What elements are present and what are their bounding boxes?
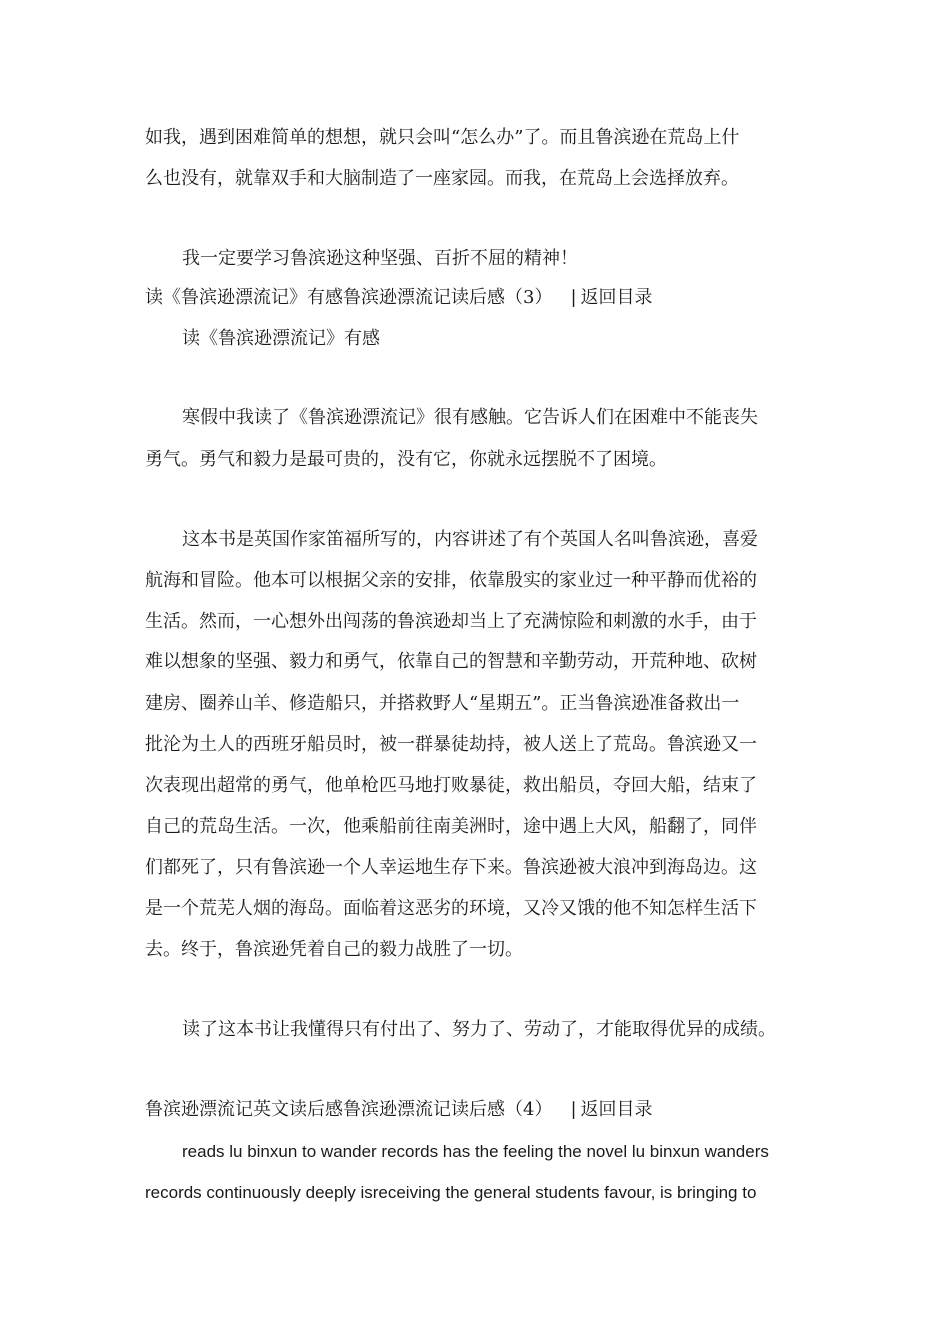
section-3-heading [145, 286, 653, 310]
section-3-title: 读《鲁滨逊漂流记》有感鲁滨逊漂流记读后感（3） [145, 287, 553, 308]
paragraph-line: 建房、圈养山羊、修造船只，并搭救野人“星期五”。正当鲁滨逊准备救出一 [145, 693, 740, 714]
paragraph-line: 批沦为土人的西班牙船员时，被一群暴徒劫持，被人送上了荒岛。鲁滨逊又一 [145, 734, 757, 755]
paragraph-line: 我一定要学习鲁滨逊这种坚强、百折不屈的精神！ [182, 248, 578, 269]
paragraph-line: 去。终于，鲁滨逊凭着自己的毅力战胜了一切。 [145, 939, 523, 960]
english-paragraph-line: reads lu binxun to wander records has the feeling the novel lu binxun wanders [182, 1142, 769, 1161]
section-4-heading [145, 1098, 653, 1122]
back-to-toc-link[interactable]: 返回目录 [580, 1099, 653, 1120]
paragraph-line: 生活。然而，一心想外出闯荡的鲁滨逊却当上了充满惊险和刺激的水手，由于 [145, 611, 757, 632]
paragraph-line: 么也没有，就靠双手和大脑制造了一座家园。而我，在荒岛上会选择放弃。 [145, 168, 739, 189]
english-paragraph-line: records continuously deeply isreceiving the general students favour, is bringing to [145, 1183, 757, 1202]
paragraph-line: 次表现出超常的勇气，他单枪匹马地打败暴徒，救出船员，夺回大船，结束了 [145, 775, 757, 796]
paragraph-line: 如我，遇到困难简单的想想，就只会叫“怎么办”了。而且鲁滨逊在荒岛上什 [145, 127, 740, 148]
paragraph-line: 们都死了，只有鲁滨逊一个人幸运地生存下来。鲁滨逊被大浪冲到海岛边。这 [145, 857, 757, 878]
paragraph-line: 自己的荒岛生活。一次，他乘船前往南美洲时，途中遇上大风，船翻了，同伴 [145, 816, 757, 837]
heading-separator: | [570, 287, 577, 308]
paragraph-line: 这本书是英国作家笛福所写的，内容讲述了有个英国人名叫鲁滨逊，喜爱 [182, 529, 758, 550]
heading-separator: | [570, 1099, 577, 1120]
paragraph-line: 难以想象的坚强、毅力和勇气，依靠自己的智慧和辛勤劳动，开荒种地、砍树 [145, 651, 757, 672]
section-4-title: 鲁滨逊漂流记英文读后感鲁滨逊漂流记读后感（4） [145, 1099, 553, 1120]
paragraph-line: 读了这本书让我懂得只有付出了、努力了、劳动了，才能取得优异的成绩。 [182, 1019, 776, 1040]
paragraph-line: 勇气。勇气和毅力是最可贵的，没有它，你就永远摆脱不了困境。 [145, 449, 667, 470]
paragraph-line: 航海和冒险。他本可以根据父亲的安排，依靠殷实的家业过一种平静而优裕的 [145, 570, 757, 591]
section-3-subtitle: 读《鲁滨逊漂流记》有感 [182, 328, 380, 349]
back-to-toc-link[interactable]: 返回目录 [580, 287, 653, 308]
paragraph-line: 是一个荒芜人烟的海岛。面临着这恶劣的环境，又冷又饿的他不知怎样生活下 [145, 898, 757, 919]
paragraph-line: 寒假中我读了《鲁滨逊漂流记》很有感触。它告诉人们在困难中不能丧失 [182, 407, 758, 428]
